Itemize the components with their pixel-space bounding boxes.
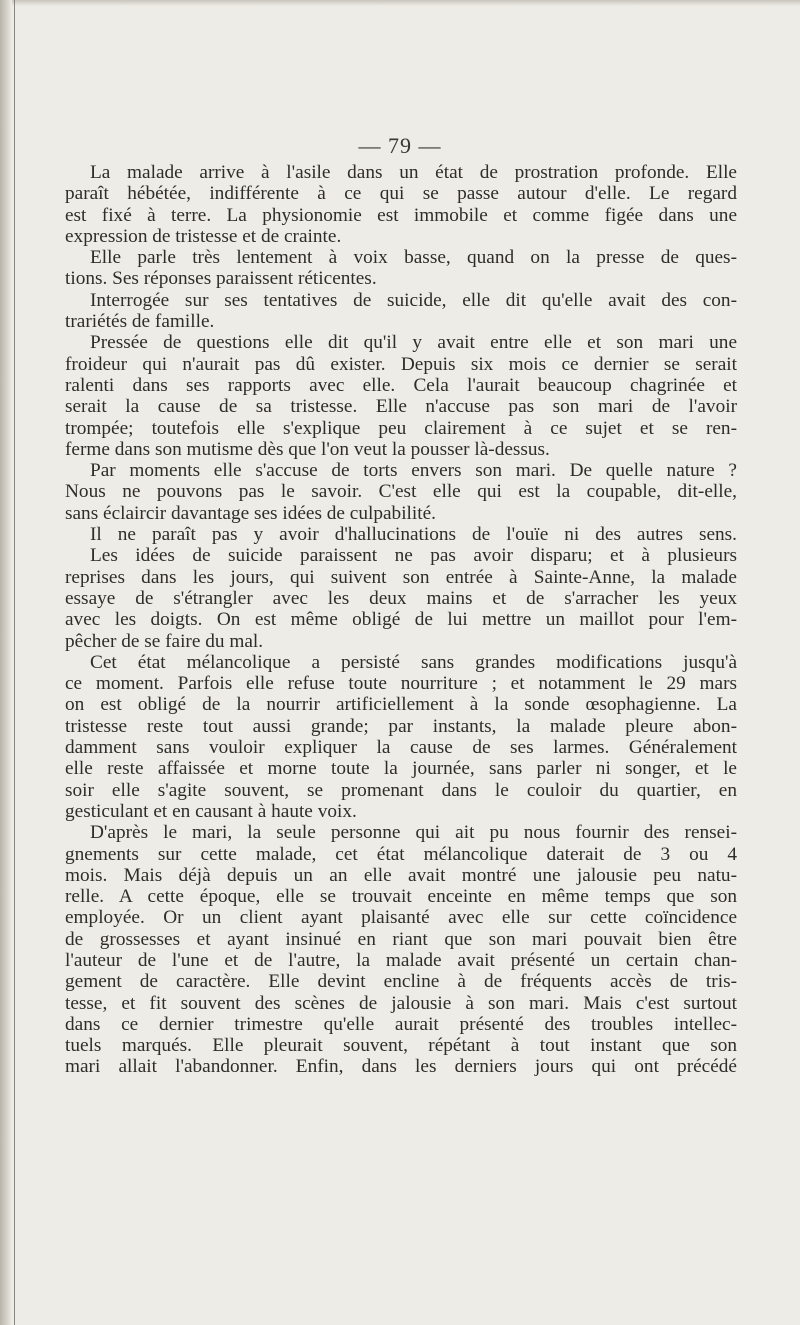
text-line: gement de caractère. Elle devint encline à de fréquents accès de tris- — [65, 971, 737, 993]
text-line: tuels marqués. Elle pleurait souvent, répétant à tout instant que son — [65, 1035, 737, 1057]
body-text — [65, 162, 737, 1078]
page-binding-shadow — [0, 0, 12, 1325]
text-line: Par moments elle s'accuse de torts envers son mari. De quelle nature ? — [90, 460, 737, 482]
text-line: employée. Or un client ayant plaisanté avec elle sur cette coïncidence — [65, 907, 737, 929]
text-line: elle reste affaissée et morne toute la journée, sans parler ni songer, et le — [65, 758, 737, 780]
text-line: Nous ne pouvons pas le savoir. C'est elle qui est la coupable, dit-elle, — [65, 481, 737, 503]
text-line: trariétés de famille. — [65, 311, 215, 333]
text-line: tions. Ses réponses paraissent réticentes. — [65, 268, 377, 290]
text-line: expression de tristesse et de crainte. — [65, 225, 342, 247]
text-line: tristesse reste tout aussi grande; par instants, la malade pleure abon- — [65, 715, 737, 737]
text-line: damment sans vouloir expliquer la cause de ses larmes. Généralement — [65, 737, 737, 759]
text-line: D'après le mari, la seule personne qui ait pu nous fournir des rensei- — [90, 822, 737, 844]
text-line: Pressée de questions elle dit qu'il y avait entre elle et son mari une — [90, 332, 737, 354]
text-line: La malade arrive à l'asile dans un état de prostration profonde. Elle — [90, 162, 737, 183]
text-line: Interrogée sur ses tentatives de suicide, elle dit qu'elle avait des con- — [90, 289, 737, 311]
text-line: gnements sur cette malade, cet état mélancolique daterait de 3 ou 4 — [65, 843, 737, 865]
text-line: ralenti dans ses rapports avec elle. Cela l'aurait beaucoup chagrinée et — [65, 374, 737, 396]
text-line: ferme dans son mutisme dès que l'on veut la pousser là-dessus. — [65, 438, 550, 460]
text-line: serait la cause de sa tristesse. Elle n'accuse pas son mari de l'avoir — [65, 396, 737, 418]
text-line: Il ne paraît pas y avoir d'hallucinations de l'ouïe ni des autres sens. — [90, 524, 737, 546]
text-line: tesse, et fit souvent des scènes de jalousie à son mari. Mais c'est surtout — [65, 992, 737, 1014]
text-line: dans ce dernier trimestre qu'elle aurait présenté des troubles intellec- — [65, 1013, 737, 1035]
text-line: reprises dans les jours, qui suivent son entrée à Sainte-Anne, la malade — [65, 566, 737, 588]
text-line: mari allait l'abandonner. Enfin, dans les derniers jours qui ont précédé — [65, 1056, 737, 1078]
text-line: relle. A cette époque, elle se trouvait enceinte en même temps que son — [65, 886, 737, 908]
text-line: paraît hébétée, indifférente à ce qui se passe autour d'elle. Le regard — [65, 183, 737, 205]
page-top-edge — [0, 0, 800, 6]
text-line: ce moment. Parfois elle refuse toute nourriture ; et notamment le 29 mars — [65, 673, 737, 695]
text-line: Elle parle très lentement à voix basse, quand on la presse de ques- — [90, 247, 737, 269]
text-line: trompée; toutefois elle s'explique peu clairement à ce sujet et se ren- — [65, 417, 737, 439]
text-line: sans éclaircir davantage ses idées de culpabilité. — [65, 502, 437, 524]
text-line: Les idées de suicide paraissent ne pas avoir disparu; et à plusieurs — [90, 545, 737, 567]
text-line: essaye de s'étrangler avec les deux mains et de s'arracher les yeux — [65, 587, 737, 609]
text-line: Cet état mélancolique a persisté sans grandes modifications jusqu'à — [90, 651, 737, 673]
text-line: mois. Mais déjà depuis un an elle avait montré une jalousie peu natu- — [65, 864, 737, 886]
text-line: l'auteur de l'une et de l'autre, la malade avait présenté un certain chan- — [65, 949, 737, 971]
text-line: gesticulant et en causant à haute voix. — [65, 800, 357, 822]
text-line: soir elle s'agite souvent, se promenant dans le couloir du quartier, en — [65, 779, 737, 801]
page-binding-line — [14, 0, 15, 1325]
text-line: de grossesses et ayant insinué en riant que son mari pouvait bien être — [65, 928, 737, 950]
page-number: — 79 — — [358, 133, 442, 158]
text-line: on est obligé de la nourrir artificiellement à la sonde œsophagienne. La — [65, 694, 737, 716]
text-line: pêcher de se faire du mal. — [65, 630, 264, 652]
text-line: froideur qui n'aurait pas dû exister. Depuis six mois ce dernier se serait — [65, 353, 737, 375]
text-line: est fixé à terre. La physionomie est immobile et comme figée dans une — [65, 204, 737, 226]
text-line: avec les doigts. On est même obligé de lui mettre un maillot pour l'em- — [65, 609, 737, 631]
